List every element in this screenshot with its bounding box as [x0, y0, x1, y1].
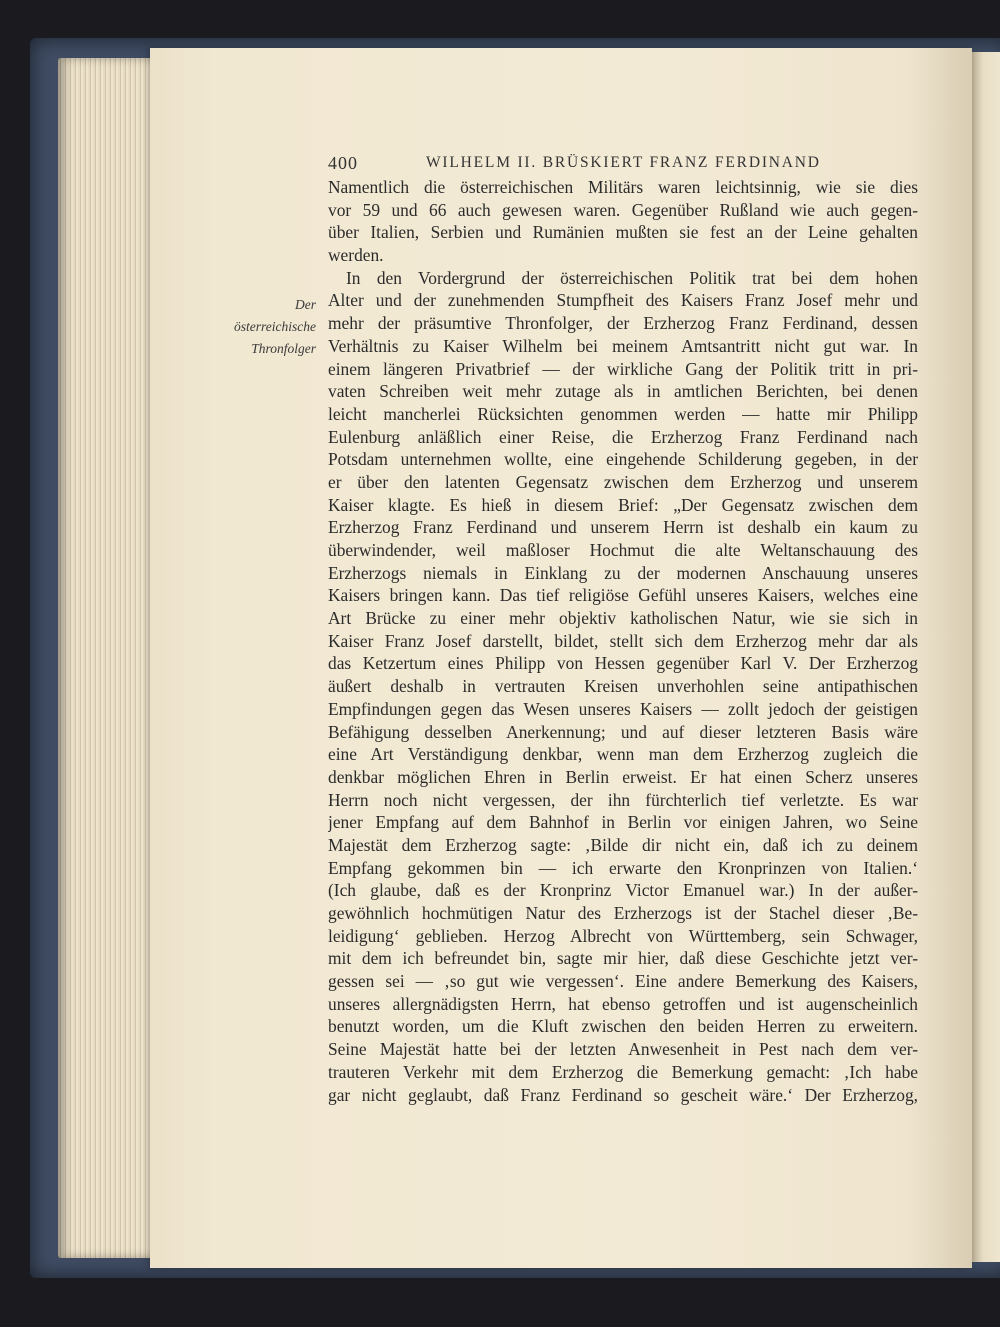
text-line: Empfang gekommen bin — ich erwarte den Kronprinzen von Italien.‘	[328, 857, 918, 878]
margin-note-line: Thronfolger	[251, 341, 316, 356]
body-text	[328, 176, 918, 1106]
page-number: 400	[328, 153, 358, 173]
text-line: benutzt worden, um die Kluft zwischen den beiden Herren zu erweitern.	[328, 1016, 918, 1037]
facing-page-edge	[972, 52, 1000, 1262]
text-line: Kaiser Franz Josef darstellt, bildet, stellt sich dem Erzherzog mehr dar als	[328, 630, 918, 651]
text-line: mit dem ich befreundet bin, sagte mir hier, daß diese Geschichte jetzt ver-	[328, 948, 918, 969]
margin-note-line: österreichische	[234, 319, 316, 334]
text-line: Eulenburg anläßlich einer Reise, die Erzherzog Franz Ferdinand nach	[328, 426, 918, 447]
text-line: vaten Schreiben weit mehr zutage als in amtlichen Berichten, bei denen	[328, 381, 918, 402]
text-line: er über den latenten Gegensatz zwischen dem Erzherzog und unserem	[328, 471, 918, 492]
text-line: Seine Majestät hatte bei der letzten Anwesenheit in Pest nach dem ver-	[328, 1039, 918, 1060]
text-line: vor 59 und 66 auch gewesen waren. Gegenüber Rußland wie auch gegen-	[328, 199, 918, 220]
text-line: (Ich glaube, daß es der Kronprinz Victor Emanuel war.) In der außer-	[328, 880, 918, 901]
text-line: das Ketzertum eines Philipp von Hessen gegenüber Karl V. Der Erzherzog	[328, 653, 918, 674]
text-line: trauteren Verkehr mit dem Erzherzog die Bemerkung gemacht: ‚Ich habe	[328, 1061, 918, 1082]
text-line: denkbar möglichen Ehren in Berlin erweist. Er hat einen Scherz unseres	[328, 766, 918, 787]
text-line: Majestät dem Erzherzog sagte: ‚Bilde dir nicht ein, daß ich zu deinem	[328, 834, 918, 855]
text-line: werden.	[328, 245, 384, 266]
text-line: In den Vordergrund der österreichischen Politik trat bei dem hohen	[346, 267, 918, 288]
text-line: leicht mancherlei Rücksichten genommen werden — hatte mir Philipp	[328, 403, 918, 424]
running-head-title: WILHELM II. BRÜSKIERT FRANZ FERDINAND	[426, 154, 821, 171]
text-line: Empfindungen gegen das Wesen unseres Kaisers — zollt jedoch der geistigen	[328, 698, 918, 719]
text-line: Art Brücke zu einer mehr objektiv katholischen Natur, wie sie sich in	[328, 608, 918, 629]
text-line: unseres allergnädigsten Herrn, hat ebenso getroffen und ist augenscheinlich	[328, 993, 918, 1014]
text-line: eine Art Verständigung denkbar, wenn man dem Erzherzog zugleich die	[328, 744, 918, 765]
text-line: mehr der präsumtive Thronfolger, der Erzherzog Franz Ferdinand, dessen	[328, 313, 918, 334]
text-line: gewöhnlich hochmütigen Natur des Erzherzogs ist der Stachel dieser ‚Be-	[328, 903, 918, 923]
margin-note-line: Der	[295, 297, 316, 312]
text-line: Alter und der zunehmenden Stumpfheit des Kaisers Franz Josef mehr und	[328, 290, 918, 311]
text-line: Erzherzogs niemals in Einklang zu der modernen Anschauung unseres	[328, 562, 918, 583]
text-line: Herrn noch nicht vergessen, der ihn fürchterlich tief verletzte. Es war	[328, 789, 918, 810]
text-line: jener Empfang auf dem Bahnhof in Berlin vor einigen Jahren, wo Seine	[328, 812, 918, 833]
text-line: gar nicht geglaubt, daß Franz Ferdinand so gescheit wäre.‘ Der Erzherzog,	[328, 1084, 918, 1105]
text-line: einem längeren Privatbrief — der wirkliche Gang der Politik tritt in pri-	[328, 358, 918, 379]
text-line: Erzherzog Franz Ferdinand und unserem Herrn ist deshalb ein kaum zu	[328, 517, 918, 538]
text-line: leidigung‘ geblieben. Herzog Albrecht von Württemberg, sein Schwager,	[328, 925, 918, 946]
text-line: Kaisers bringen kann. Das tief religiöse Gefühl unseres Kaisers, welches eine	[328, 585, 918, 606]
text-line: über Italien, Serbien und Rumänien mußten sie fest an der Leine gehalten	[328, 222, 918, 243]
text-line: äußert deshalb in vertrauten Kreisen unverhohlen seine antipathischen	[328, 676, 918, 697]
text-line: überwindender, weil maßloser Hochmut die alte Weltanschauung des	[328, 540, 918, 560]
text-line: Kaiser klagte. Es hieß in diesem Brief: „Der Gegensatz zwischen dem	[328, 494, 918, 515]
margin-note	[190, 294, 316, 360]
text-line: gessen sei — ‚so gut wie vergessen‘. Eine andere Bemerkung des Kaisers,	[328, 971, 918, 992]
text-line: Potsdam unternehmen wollte, eine eingehende Schilderung gegeben, in der	[328, 449, 918, 470]
text-line: Namentlich die österreichischen Militärs waren leichtsinnig, wie sie dies	[328, 177, 918, 197]
text-line: Befähigung desselben Anerkennung; und auf dieser letzteren Basis wäre	[328, 721, 918, 742]
text-line: Verhältnis zu Kaiser Wilhelm bei meinem Amtsantritt nicht gut war. In	[328, 335, 918, 356]
